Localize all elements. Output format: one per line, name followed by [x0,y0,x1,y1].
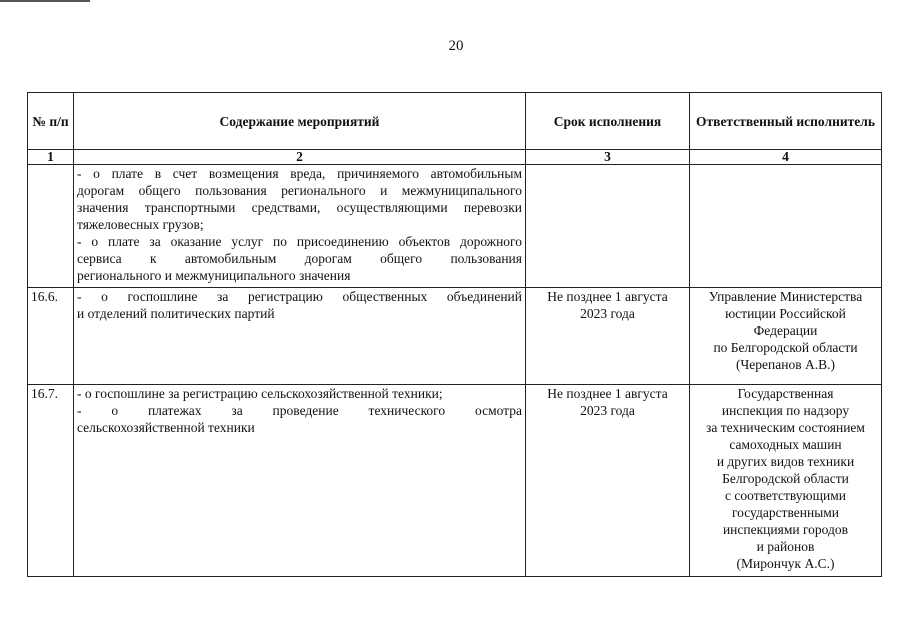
content-line: - о плате в счет возмещения вреда, причиняемого автомобильным [77,166,522,181]
content-line: сервиса к автомобильным дорогам общего пользования [77,251,522,266]
content-line: - о госпошлине за регистрацию общественных объединений [77,289,522,304]
row-responsible [690,288,882,385]
content-line: - о плате за оказание услуг по присоединению объектов дорожного [77,234,522,249]
responsible-line: Управление Министерства [708,289,863,304]
responsible-line: Федерации [753,323,818,338]
row-deadline [526,288,690,385]
responsible-line: и районов [756,539,815,554]
table-header-row [28,93,882,150]
header-responsible: Ответственный исполнитель [690,93,882,150]
responsible-line: Белгородской области [722,471,849,486]
responsible-line: инспекциями городов [722,522,849,537]
table-row [28,385,882,577]
table-row [28,288,882,385]
content-line: тяжеловесных грузов; [77,217,204,232]
content-line: - о платежах за проведение технического осмотра [77,403,522,418]
deadline-line: Не позднее 1 августа [547,386,668,401]
content-line: и отделений политических партий [77,306,275,321]
responsible-line: и других видов техники [716,454,855,469]
content-line: сельскохозяйственной техники [77,420,255,435]
responsible-line: Государственная [737,386,834,401]
responsible-line: инспекция по надзору [721,403,850,418]
deadline-line: 2023 года [580,306,635,321]
row-content [74,165,526,288]
responsible-line: за техническим состоянием [706,420,865,435]
column-number-row [28,150,882,165]
header-content: Содержание мероприятий [74,93,526,150]
page-number: 20 [448,38,464,54]
header-deadline: Срок исполнения [526,93,690,150]
column-number: 4 [690,150,882,165]
column-number: 1 [28,150,74,165]
responsible-line: по Белгородской области [713,340,858,355]
row-content [74,288,526,385]
header-number: № п/п [28,93,74,150]
responsible-line: государственными [731,505,840,520]
content-line: значения транспортными средствами, осуществляющими перевозки [77,200,522,215]
content-line: регионального и межмуниципального значения [77,268,351,283]
content-line: - о госпошлине за регистрацию сельскохозяйственной техники; [77,386,443,401]
responsible-line: самоходных машин [729,437,842,452]
responsible-line: юстиции Российской [725,306,846,321]
row-number: 16.6. [28,288,74,385]
column-number: 2 [74,150,526,165]
responsible-line: (Мирончук А.С.) [736,556,835,571]
scan-edge-mark [0,0,90,2]
row-deadline [526,165,690,288]
row-deadline [526,385,690,577]
content-line: дорогам общего пользования регионального и межмуниципального [77,183,522,198]
row-number [28,165,74,288]
events-table [27,92,882,577]
column-number: 3 [526,150,690,165]
row-responsible [690,385,882,577]
row-content [74,385,526,577]
deadline-line: Не позднее 1 августа [547,289,668,304]
deadline-line: 2023 года [580,403,635,418]
responsible-line: с соответствующими [725,488,846,503]
row-responsible [690,165,882,288]
row-number: 16.7. [28,385,74,577]
responsible-line: (Черепанов А.В.) [736,357,835,372]
table-row [28,165,882,288]
